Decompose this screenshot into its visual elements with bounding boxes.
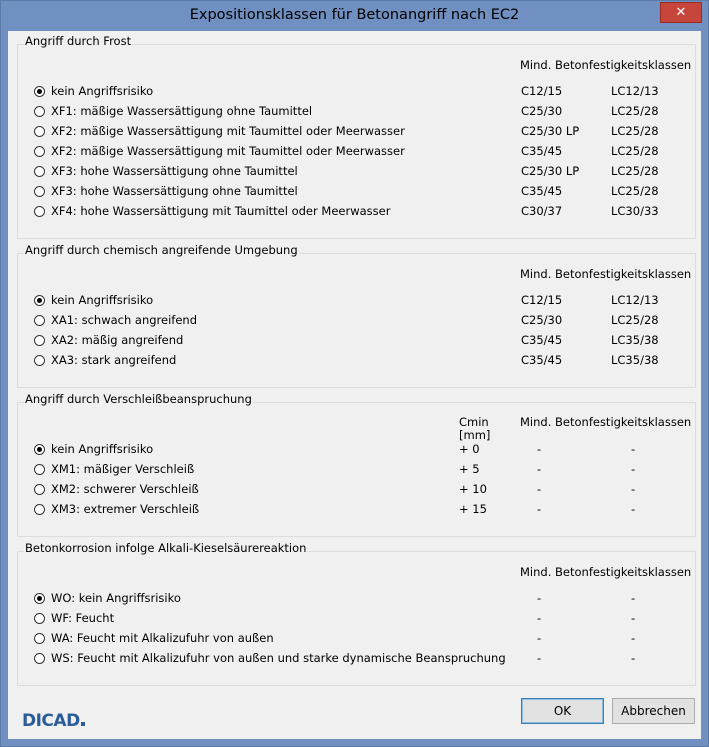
lightweight-class: LC25/28 (611, 144, 659, 158)
column-header-strength: Mind. Betonfestigkeitsklassen (520, 415, 692, 429)
concrete-class: - (537, 502, 542, 516)
group-title: Angriff durch chemisch angreifende Umgebung (25, 243, 298, 257)
radio-label: XM3: extremer Verschleiß (51, 502, 200, 516)
group-title: Angriff durch Frost (25, 34, 132, 48)
lightweight-class: - (631, 502, 636, 516)
radio-button[interactable] (34, 593, 45, 604)
radio-label: XF3: hohe Wassersättigung ohne Taumittel (51, 164, 298, 178)
group-chemical (17, 243, 696, 388)
cmin-value: + 15 (459, 502, 487, 516)
radio-label: WF: Feucht (51, 611, 115, 625)
logo-dot (81, 722, 85, 726)
radio-label: kein Angriffsrisiko (51, 84, 154, 98)
logo-text: DICAD (22, 711, 80, 731)
lightweight-class: - (631, 462, 636, 476)
lightweight-class: - (631, 482, 636, 496)
column-header-strength: Mind. Betonfestigkeitsklassen (520, 58, 692, 72)
lightweight-class: LC12/13 (611, 293, 659, 307)
group-title: Angriff durch Verschleißbeanspruchung (25, 392, 252, 406)
radio-label: XA1: schwach angreifend (51, 313, 198, 327)
radio-label: WA: Feucht mit Alkalizufuhr von außen (51, 631, 274, 645)
lightweight-class: - (631, 442, 636, 456)
radio-label: XF4: hohe Wassersättigung mit Taumittel oder Meerwasser (51, 204, 391, 218)
lightweight-class: LC25/28 (611, 104, 659, 118)
radio-button[interactable] (34, 206, 45, 217)
cmin-value: + 5 (459, 462, 480, 476)
column-header-cmin-unit: [mm] (459, 428, 491, 442)
lightweight-class: - (631, 651, 636, 665)
title-bar[interactable] (1, 1, 708, 31)
concrete-class: - (537, 611, 542, 625)
radio-label: XA2: mäßig angreifend (51, 333, 184, 347)
concrete-class: - (537, 591, 542, 605)
radio-label: XM2: schwerer Verschleiß (51, 482, 199, 496)
radio-button[interactable] (34, 86, 45, 97)
lightweight-class: LC12/13 (611, 84, 659, 98)
concrete-class: - (537, 462, 542, 476)
lightweight-class: LC30/33 (611, 204, 659, 218)
radio-button[interactable] (34, 166, 45, 177)
radio-button[interactable] (34, 186, 45, 197)
radio-label: XF1: mäßige Wassersättigung ohne Taumittel (51, 104, 313, 118)
concrete-class: C25/30 (521, 313, 563, 327)
cmin-value: + 0 (459, 442, 480, 456)
radio-label: kein Angriffsrisiko (51, 293, 154, 307)
group-abrasion (17, 392, 696, 537)
concrete-class: C25/30 (521, 104, 563, 118)
concrete-class: C30/37 (521, 204, 563, 218)
cmin-value: + 10 (459, 482, 487, 496)
concrete-class: - (537, 651, 542, 665)
radio-button[interactable] (34, 633, 45, 644)
radio-button[interactable] (34, 464, 45, 475)
radio-button[interactable] (34, 653, 45, 664)
concrete-class: C12/15 (521, 293, 563, 307)
lightweight-class: LC35/38 (611, 353, 659, 367)
group-alkali (17, 541, 696, 686)
radio-button[interactable] (34, 106, 45, 117)
radio-button[interactable] (34, 355, 45, 366)
window-title: Expositionsklassen für Betonangriff nach EC2 (189, 7, 520, 23)
lightweight-class: LC25/28 (611, 313, 659, 327)
concrete-class: C35/45 (521, 184, 563, 198)
concrete-class: - (537, 442, 542, 456)
radio-label: kein Angriffsrisiko (51, 442, 154, 456)
radio-label: XF2: mäßige Wassersättigung mit Taumittel oder Meerwasser (51, 144, 405, 158)
radio-button[interactable] (34, 444, 45, 455)
column-header-strength: Mind. Betonfestigkeitsklassen (520, 565, 692, 579)
radio-label: XA3: stark angreifend (51, 353, 177, 367)
radio-button[interactable] (34, 315, 45, 326)
lightweight-class: LC25/28 (611, 184, 659, 198)
group-title: Betonkorrosion infolge Alkali-Kieselsäurereaktion (25, 541, 307, 555)
concrete-class: - (537, 482, 542, 496)
column-header-cmin: Cmin (459, 415, 489, 429)
column-header-strength: Mind. Betonfestigkeitsklassen (520, 267, 692, 281)
group-frost (17, 34, 696, 239)
dialog-client (8, 31, 701, 739)
radio-button[interactable] (34, 146, 45, 157)
concrete-class: C25/30 LP (521, 164, 580, 178)
lightweight-class: LC25/28 (611, 164, 659, 178)
concrete-class: C12/15 (521, 84, 563, 98)
concrete-class: C35/45 (521, 144, 563, 158)
lightweight-class: LC35/38 (611, 333, 659, 347)
ok-button[interactable]: OK (521, 698, 604, 724)
concrete-class: C25/30 LP (521, 124, 580, 138)
radio-label: WO: kein Angriffsrisiko (51, 591, 181, 605)
radio-button[interactable] (34, 484, 45, 495)
lightweight-class: LC25/28 (611, 124, 659, 138)
close-button[interactable]: ✕ (660, 2, 702, 23)
radio-button[interactable] (34, 295, 45, 306)
lightweight-class: - (631, 611, 636, 625)
concrete-class: - (537, 631, 542, 645)
radio-label: WS: Feucht mit Alkalizufuhr von außen und starke dynamische Beanspruchung (51, 651, 506, 665)
radio-label: XF3: hohe Wassersättigung ohne Taumittel (51, 184, 298, 198)
concrete-class: C35/45 (521, 333, 563, 347)
radio-label: XM1: mäßiger Verschleiß (51, 462, 195, 476)
radio-button[interactable] (34, 504, 45, 515)
radio-button[interactable] (34, 126, 45, 137)
dicad-logo (22, 711, 85, 731)
cancel-button[interactable]: Abbrechen (612, 698, 695, 724)
concrete-class: C35/45 (521, 353, 563, 367)
lightweight-class: - (631, 631, 636, 645)
lightweight-class: - (631, 591, 636, 605)
radio-button[interactable] (34, 613, 45, 624)
radio-button[interactable] (34, 335, 45, 346)
radio-label: XF2: mäßige Wassersättigung mit Taumittel oder Meerwasser (51, 124, 405, 138)
